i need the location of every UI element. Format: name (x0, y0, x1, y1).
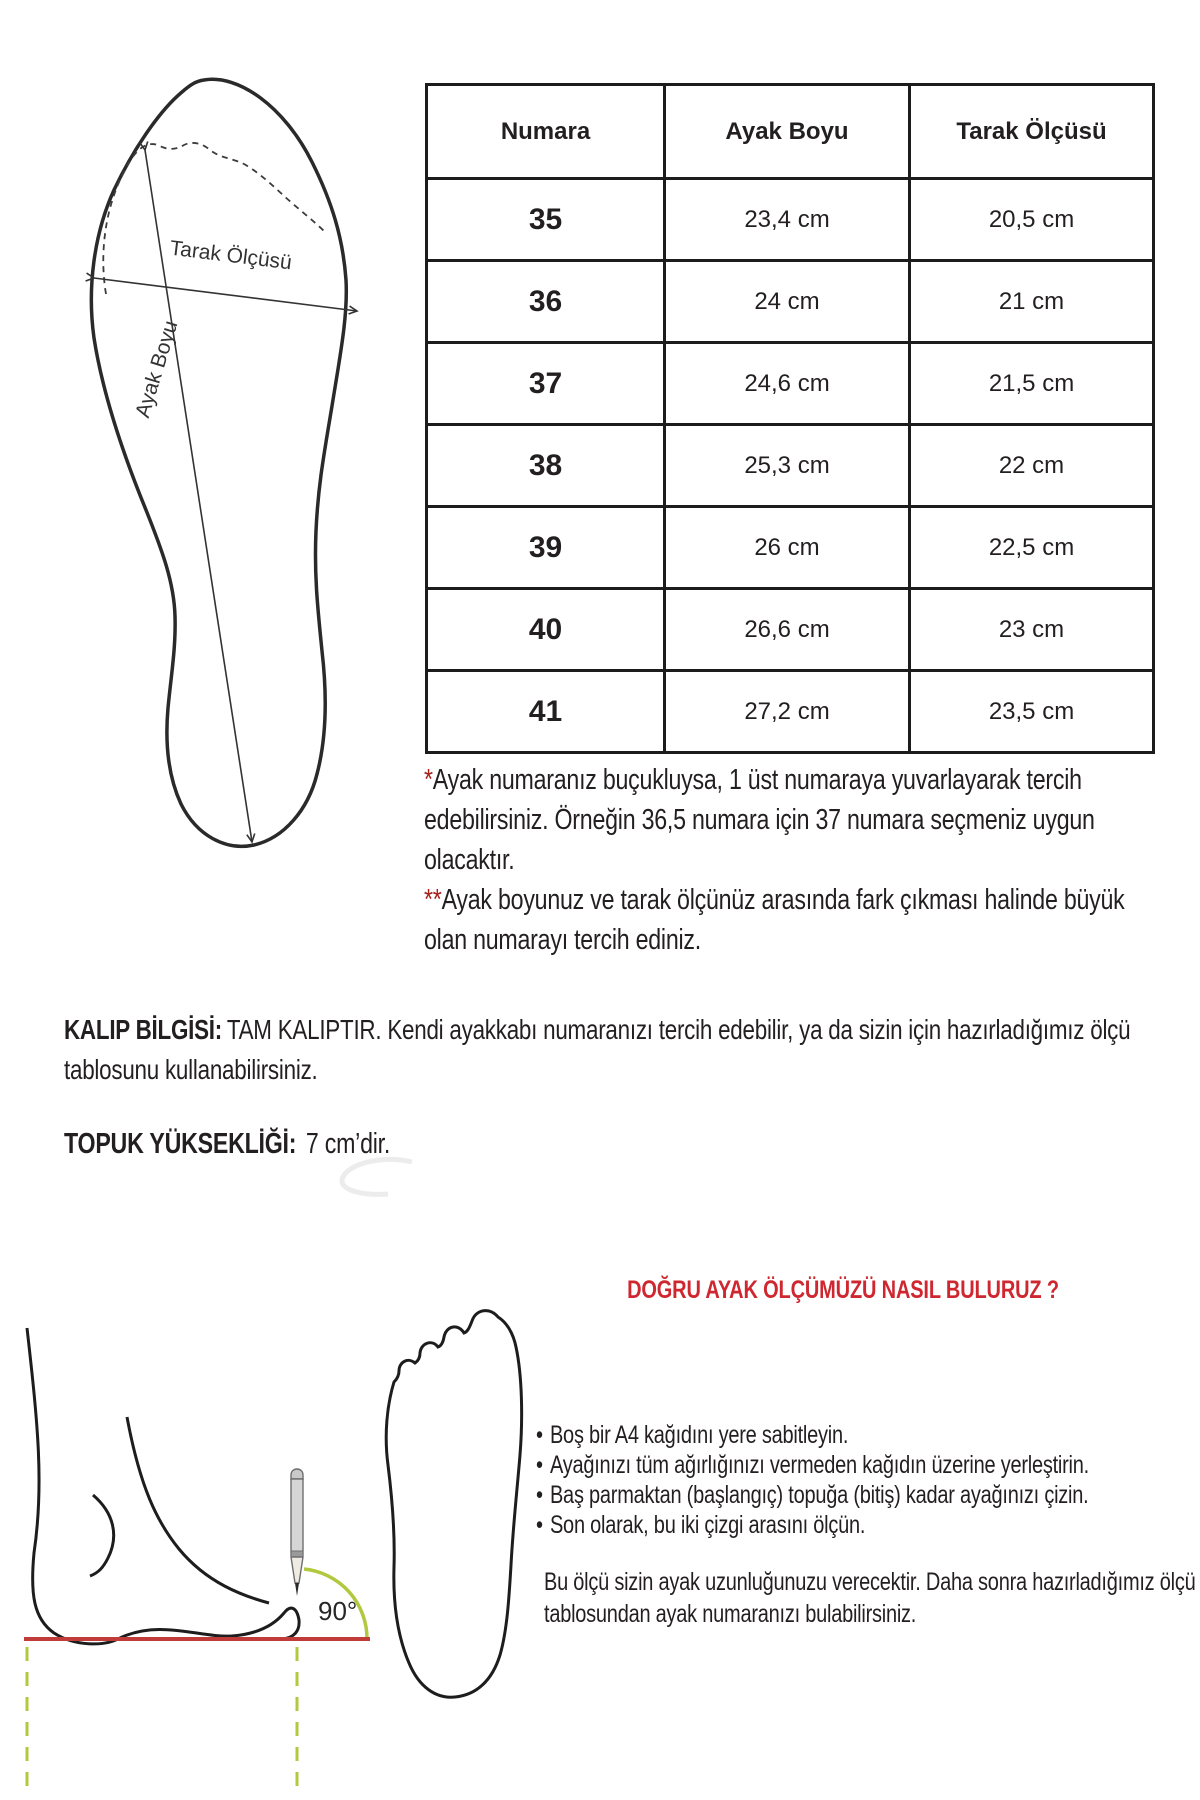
foot-length-value: 27,2 cm (665, 671, 910, 753)
watermark-ghost (328, 1152, 438, 1200)
insole-width-label: Tarak Ölçüsü (168, 236, 294, 275)
bullet-icon: • (536, 1451, 543, 1479)
foot-width-value: 23 cm (910, 589, 1154, 671)
foot-width-value: 22,5 cm (910, 507, 1154, 589)
foot-width-value: 23,5 cm (910, 671, 1154, 753)
insole-diagram (70, 66, 370, 856)
shin-line (127, 1417, 269, 1603)
instruction-item (536, 1480, 1200, 1510)
foot-profile-illustration (10, 1295, 390, 1800)
instruction-text: Ayağınızı tüm ağırlığınızı vermeden kağıdın üzerine yerleştirin. (549, 1451, 1089, 1479)
table-row (427, 179, 1154, 261)
table-row (427, 507, 1154, 589)
foot-width-value: 20,5 cm (910, 179, 1154, 261)
size-table (425, 83, 1155, 754)
foot-length-value: 24 cm (665, 261, 910, 343)
table-row (427, 261, 1154, 343)
col-header-numara: Numara (427, 85, 665, 179)
col-header-tarak-olcusu: Tarak Ölçüsü (910, 85, 1154, 179)
instruction-text: Boş bir A4 kağıdını yere sabitleyin. (549, 1421, 849, 1449)
bullet-icon: • (536, 1481, 543, 1509)
table-row (427, 671, 1154, 753)
table-row (427, 343, 1154, 425)
bullet-icon: • (536, 1511, 543, 1539)
instruction-item (536, 1420, 1200, 1450)
note-width-difference (424, 880, 1128, 960)
table-notes (424, 760, 1128, 960)
instruction-item (536, 1510, 1200, 1540)
last-info-text: TAM KALIPTIR. Kendi ayakkabı numaranızı tercih edebilir, ya da sizin için hazırladığımız ölçü tablosunu kullanabilirsiniz. (64, 1014, 1131, 1085)
measuring-guide-heading: DOĞRU AYAK ÖLÇÜMÜZÜ NASIL BULURUZ ? (627, 1276, 1059, 1304)
size-number: 41 (427, 671, 665, 753)
table-header-row (427, 85, 1154, 179)
pencil-icon (291, 1469, 303, 1596)
foot-length-value: 26 cm (665, 507, 910, 589)
size-number: 39 (427, 507, 665, 589)
table-row (427, 589, 1154, 671)
note-half-sizes (424, 760, 1128, 880)
heel-height-label: TOPUK YÜKSEKLİĞİ: (64, 1128, 297, 1160)
width-arrow (94, 278, 357, 311)
note-text: Ayak numaranız buçukluysa, 1 üst numaraya yuvarlayarak tercih edebilirsiniz. Örneğin 36,5 numara için 37 numara seçmeniz uygun olacaktır. (424, 764, 1095, 876)
instruction-text: Baş parmaktan (başlangıç) topuğa (bitiş) kadar ayağınızı çizin. (549, 1481, 1089, 1509)
size-number: 37 (427, 343, 665, 425)
foot-length-value: 24,6 cm (665, 343, 910, 425)
last-info-line (64, 1010, 1168, 1090)
note-asterisk: * (424, 764, 433, 796)
foot-top-outline (386, 1311, 521, 1698)
size-number: 40 (427, 589, 665, 671)
foot-width-value: 22 cm (910, 425, 1154, 507)
foot-length-value: 25,3 cm (665, 425, 910, 507)
last-info-label: KALIP BİLGİSİ: (64, 1014, 223, 1045)
insole-length-label: Ayak Boyu (131, 317, 183, 421)
foot-width-value: 21 cm (910, 261, 1154, 343)
angle-90-label: 90° (318, 1596, 358, 1626)
size-number: 38 (427, 425, 665, 507)
foot-length-value: 23,4 cm (665, 179, 910, 261)
note-double-asterisk: ** (424, 884, 442, 916)
insole-outline (91, 79, 346, 846)
size-number: 36 (427, 261, 665, 343)
foot-profile-outline (27, 1328, 299, 1644)
note-text: Ayak boyunuz ve tarak ölçünüz arasında fark çıkması halinde büyük olan numarayı tercih ediniz. (424, 884, 1125, 956)
foot-width-value: 21,5 cm (910, 343, 1154, 425)
guide-bullets (536, 1420, 1200, 1540)
ankle-line (90, 1495, 114, 1576)
toe-dashed-line (103, 143, 326, 294)
bullet-icon: • (536, 1421, 543, 1449)
heel-height-text: 7 cm’dir. (305, 1128, 391, 1160)
size-number: 35 (427, 179, 665, 261)
instruction-text: Son olarak, bu iki çizgi arasını ölçün. (549, 1511, 866, 1539)
instruction-item (536, 1450, 1200, 1480)
foot-length-value: 26,6 cm (665, 589, 910, 671)
measuring-result-note: Bu ölçü sizin ayak uzunluğunuzu verecektir. Daha sonra hazırladığımız ölçü tablosundan ayak numaranızı bulabilirsiniz. (544, 1568, 1196, 1628)
table-row (427, 425, 1154, 507)
foot-top-view-illustration (370, 1295, 550, 1710)
col-header-ayak-boyu: Ayak Boyu (665, 85, 910, 179)
